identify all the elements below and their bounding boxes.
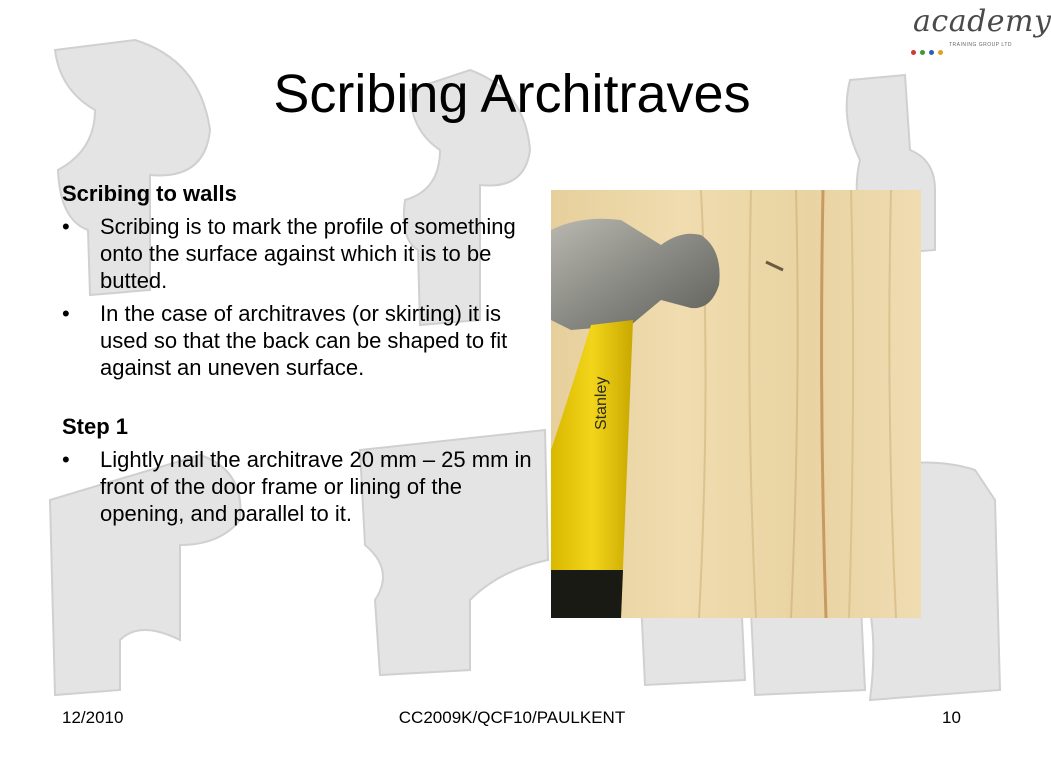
section-heading-step-1: Step 1 (62, 414, 129, 439)
list-item (62, 300, 532, 381)
section-heading-scribing: Scribing to walls (62, 181, 237, 206)
logo-dots (911, 42, 947, 60)
hammer-brand-mark: Stanley (593, 376, 610, 430)
bullet-text: Lightly nail the architrave 20 mm – 25 mm in front of the door frame or lining of the opening, and parallel to it. (100, 447, 532, 526)
list-item (62, 213, 532, 294)
hammer-photo (551, 190, 921, 618)
footer-course-code: CC2009K/QCF10/PAULKENT (398, 708, 626, 727)
hammer-grip (551, 570, 623, 618)
bullet-text: Scribing is to mark the profile of something onto the surface against which it is to be butted. (100, 214, 516, 293)
footer-page-number: 10 (942, 708, 961, 727)
logo-wordmark: academy (913, 4, 1051, 39)
list-item (62, 446, 532, 527)
slide-title: Scribing Architraves (273, 64, 751, 124)
slide-body (62, 180, 532, 527)
bullet-marker: • (62, 447, 70, 472)
bullet-text: In the case of architraves (or skirting) it is used so that the back can be shaped to fit against an uneven surface. (100, 301, 508, 380)
bullet-marker: • (62, 214, 70, 239)
logo-subtitle: TRAINING GROUP LTD (949, 42, 1012, 48)
bullet-marker: • (62, 301, 70, 326)
bullet-list-step-1 (62, 446, 532, 527)
logo-dot-red (911, 50, 916, 55)
logo-dot-yellow (938, 50, 943, 55)
academy-logo (905, 0, 1051, 70)
logo-dot-blue (929, 50, 934, 55)
logo-dot-green (920, 50, 925, 55)
footer-date: 12/2010 (62, 708, 124, 727)
bullet-list-scribing (62, 213, 532, 381)
